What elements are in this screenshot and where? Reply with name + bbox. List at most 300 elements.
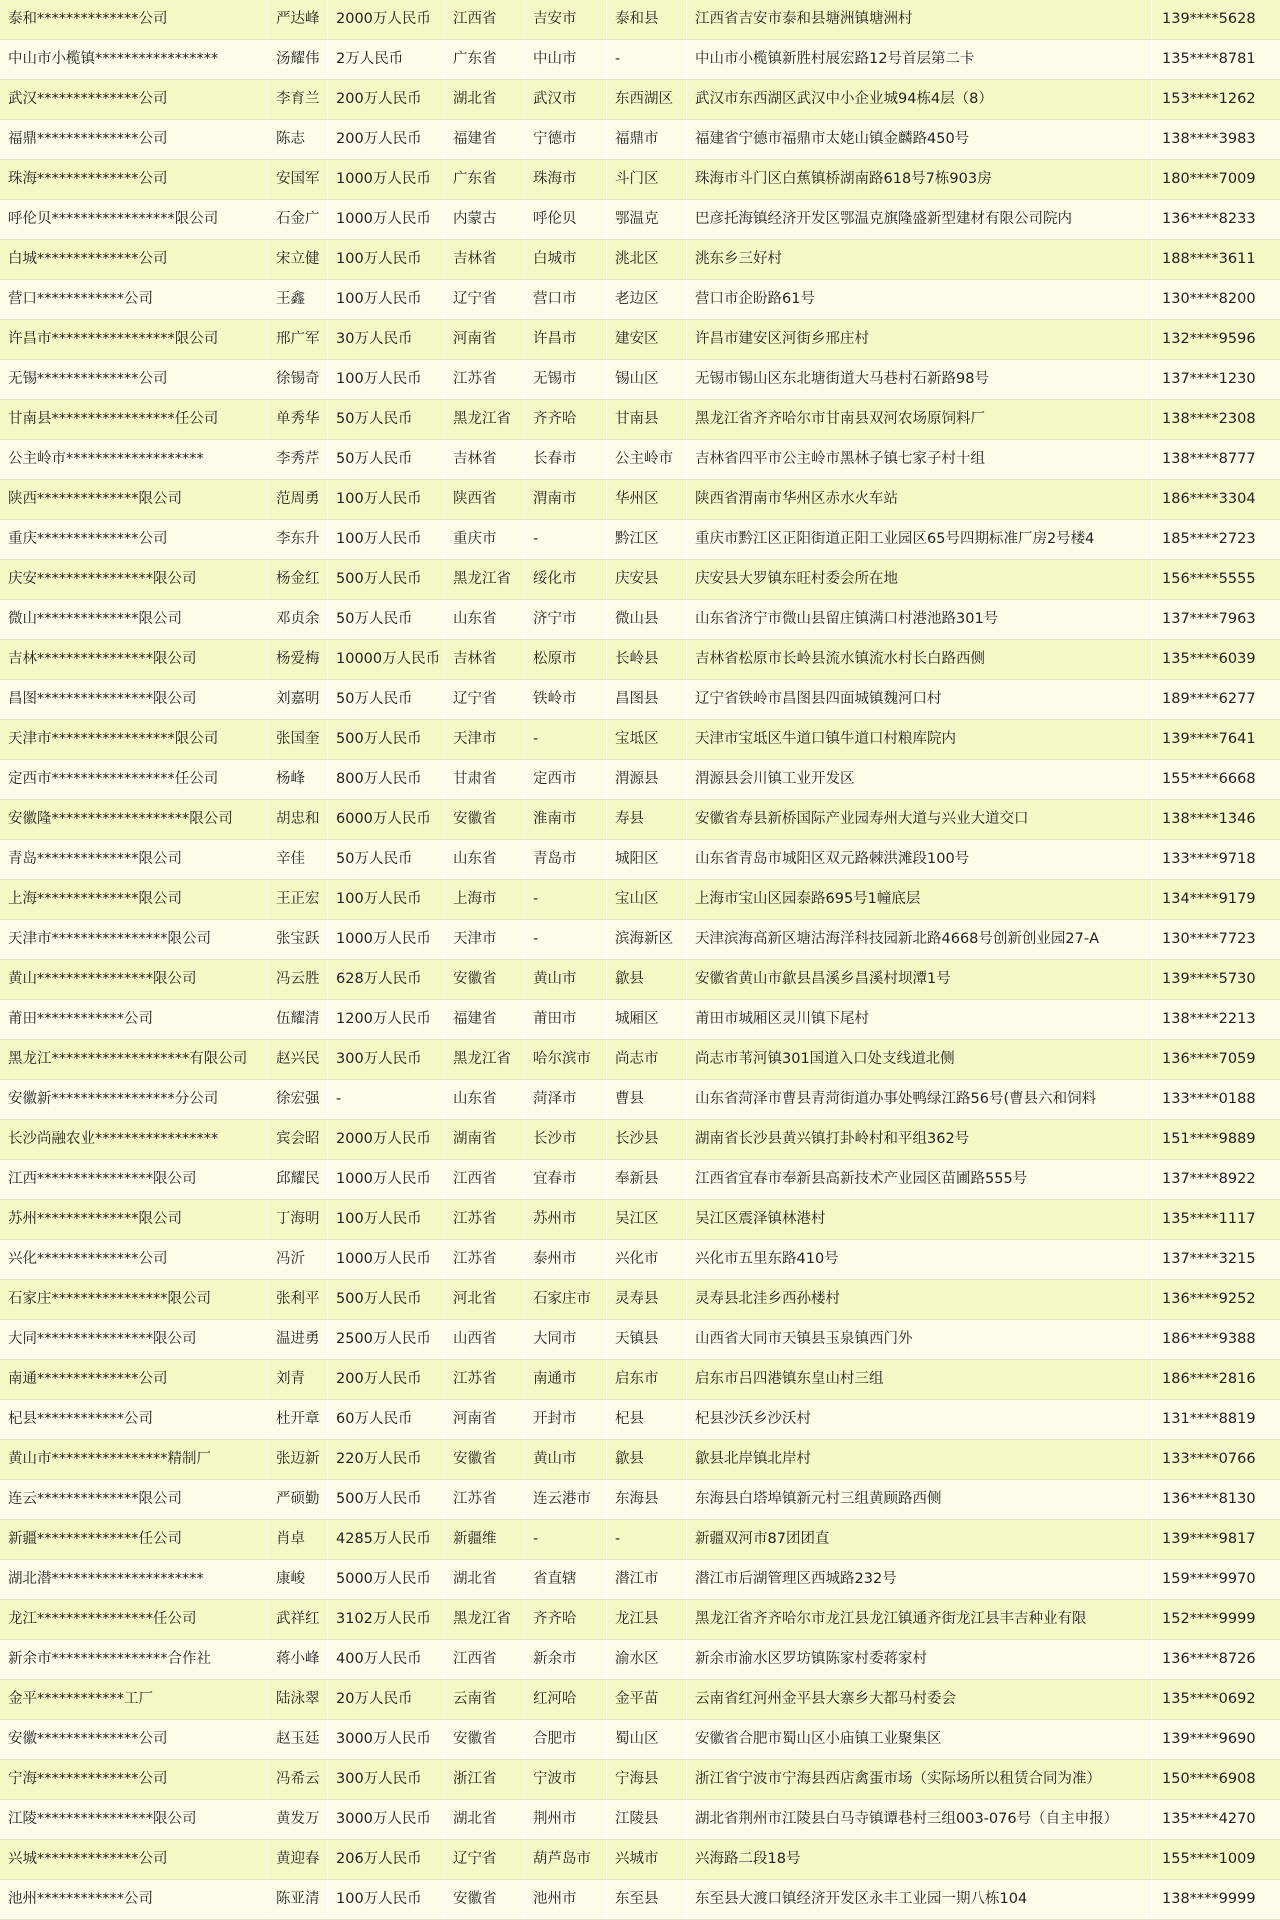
city-cell: 珠海市 xyxy=(525,160,607,199)
table-row xyxy=(0,760,1280,800)
table-row xyxy=(0,1840,1280,1880)
table-row xyxy=(0,0,1280,40)
city-cell: - xyxy=(525,520,607,559)
legal-person-cell: 冯希云 xyxy=(268,1760,328,1799)
province-cell: 江苏省 xyxy=(445,360,525,399)
address-cell: 新疆双河市87团团直 xyxy=(687,1520,1152,1559)
district-cell: 华州区 xyxy=(607,480,687,519)
address-cell: 山东省菏泽市曹县青菏街道办事处鸭绿江路56号(曹县六和饲料 xyxy=(687,1080,1152,1119)
district-cell: 歙县 xyxy=(607,1440,687,1479)
company-name-cell: 定西市*****************任公司 xyxy=(0,760,268,799)
table-row xyxy=(0,1440,1280,1480)
company-name-cell: 甘南县*****************任公司 xyxy=(0,400,268,439)
city-cell: 池州市 xyxy=(525,1880,607,1919)
phone-cell: 150****6908 xyxy=(1162,1771,1256,1787)
legal-person-cell: 蒋小峰 xyxy=(268,1640,328,1679)
registered-capital-cell: 800万人民币 xyxy=(328,760,445,799)
company-name-cell: 无锡**************公司 xyxy=(0,360,268,399)
province-cell: 黑龙江省 xyxy=(445,400,525,439)
legal-person-cell: 康峻 xyxy=(268,1560,328,1599)
table-row xyxy=(0,480,1280,520)
table-row xyxy=(0,1200,1280,1240)
phone-cell: 130****8200 xyxy=(1162,291,1256,307)
province-cell: 安徽省 xyxy=(445,1440,525,1479)
company-name-cell: 苏州**************限公司 xyxy=(0,1200,268,1239)
province-cell: 湖北省 xyxy=(445,1560,525,1599)
phone-cell: 138****3983 xyxy=(1162,131,1256,147)
legal-person-cell: 邱耀民 xyxy=(268,1160,328,1199)
phone-cell: 132****9596 xyxy=(1162,331,1256,347)
company-name-cell: 新疆**************任公司 xyxy=(0,1520,268,1559)
province-cell: 吉林省 xyxy=(445,440,525,479)
province-cell: 黑龙江省 xyxy=(445,1040,525,1079)
address-cell: 兴化市五里东路410号 xyxy=(687,1240,1152,1279)
company-name-cell: 安徽隆*******************限公司 xyxy=(0,800,268,839)
registered-capital-cell: 200万人民币 xyxy=(328,120,445,159)
province-cell: 湖北省 xyxy=(445,1800,525,1839)
province-cell: 山东省 xyxy=(445,1080,525,1119)
city-cell: 绥化市 xyxy=(525,560,607,599)
city-cell: 无锡市 xyxy=(525,360,607,399)
province-cell: 黑龙江省 xyxy=(445,1600,525,1639)
address-cell: 福建省宁德市福鼎市太姥山镇金麟路450号 xyxy=(687,120,1152,159)
phone-cell: 155****6668 xyxy=(1162,771,1256,787)
table-row xyxy=(0,520,1280,560)
district-cell: 福鼎市 xyxy=(607,120,687,159)
city-cell: - xyxy=(525,720,607,759)
district-cell: 灵寿县 xyxy=(607,1280,687,1319)
table-row xyxy=(0,1240,1280,1280)
address-cell: 重庆市黔江区正阳街道正阳工业园区65号四期标准厂房2号楼4 xyxy=(687,520,1152,559)
legal-person-cell: 赵兴民 xyxy=(268,1040,328,1079)
province-cell: 山东省 xyxy=(445,840,525,879)
province-cell: 辽宁省 xyxy=(445,280,525,319)
legal-person-cell: 陈亚清 xyxy=(268,1880,328,1919)
address-cell: 安徽省寿县新桥国际产业园寿州大道与兴业大道交口 xyxy=(687,800,1152,839)
phone-cell: 137****8922 xyxy=(1162,1171,1256,1187)
registered-capital-cell: 1000万人民币 xyxy=(328,160,445,199)
registered-capital-cell: 3000万人民币 xyxy=(328,1720,445,1759)
address-cell: 上海市宝山区园泰路695号1幢底层 xyxy=(687,880,1152,919)
company-name-cell: 石家庄****************限公司 xyxy=(0,1280,268,1319)
province-cell: 天津市 xyxy=(445,920,525,959)
city-cell: 葫芦岛市 xyxy=(525,1840,607,1879)
company-name-cell: 上海**************限公司 xyxy=(0,880,268,919)
phone-cell: 139****5730 xyxy=(1162,971,1256,987)
registered-capital-cell: 100万人民币 xyxy=(328,480,445,519)
district-cell: - xyxy=(607,1520,687,1559)
address-cell: 吴江区震泽镇林港村 xyxy=(687,1200,1152,1239)
registered-capital-cell: 628万人民币 xyxy=(328,960,445,999)
table-row xyxy=(0,920,1280,960)
company-name-cell: 武汉**************公司 xyxy=(0,80,268,119)
registered-capital-cell: 50万人民币 xyxy=(328,600,445,639)
registered-capital-cell: 200万人民币 xyxy=(328,80,445,119)
registered-capital-cell: 1000万人民币 xyxy=(328,1240,445,1279)
registered-capital-cell: 50万人民币 xyxy=(328,400,445,439)
registered-capital-cell: 500万人民币 xyxy=(328,560,445,599)
city-cell: 省直辖 xyxy=(525,1560,607,1599)
company-name-cell: 龙江****************任公司 xyxy=(0,1600,268,1639)
table-row xyxy=(0,600,1280,640)
province-cell: 新疆维 xyxy=(445,1520,525,1559)
province-cell: 江西省 xyxy=(445,1640,525,1679)
table-row xyxy=(0,1720,1280,1760)
table-row xyxy=(0,1640,1280,1680)
phone-cell: 135****6039 xyxy=(1162,651,1256,667)
address-cell: 无锡市锡山区东北塘街道大马巷村石新路98号 xyxy=(687,360,1152,399)
phone-cell: 136****8233 xyxy=(1162,211,1256,227)
address-cell: 许昌市建安区河街乡邢庄村 xyxy=(687,320,1152,359)
registered-capital-cell: 206万人民币 xyxy=(328,1840,445,1879)
phone-cell: 139****5628 xyxy=(1162,11,1256,27)
registered-capital-cell: 2500万人民币 xyxy=(328,1320,445,1359)
legal-person-cell: 汤耀伟 xyxy=(268,40,328,79)
province-cell: 河南省 xyxy=(445,1400,525,1439)
phone-cell: 139****9817 xyxy=(1162,1531,1256,1547)
company-name-cell: 安徽新*****************分公司 xyxy=(0,1080,268,1119)
table-row xyxy=(0,400,1280,440)
district-cell: 锡山区 xyxy=(607,360,687,399)
city-cell: 南通市 xyxy=(525,1360,607,1399)
company-name-cell: 青岛**************限公司 xyxy=(0,840,268,879)
province-cell: 上海市 xyxy=(445,880,525,919)
company-name-cell: 池州************公司 xyxy=(0,1880,268,1919)
district-cell: 鄂温克 xyxy=(607,200,687,239)
city-cell: 哈尔滨市 xyxy=(525,1040,607,1079)
company-name-cell: 杞县************公司 xyxy=(0,1400,268,1439)
phone-cell: 136****8726 xyxy=(1162,1651,1256,1667)
province-cell: 吉林省 xyxy=(445,240,525,279)
phone-cell: 153****1262 xyxy=(1162,91,1256,107)
legal-person-cell: 单秀华 xyxy=(268,400,328,439)
phone-cell: 138****2308 xyxy=(1162,411,1256,427)
district-cell: 歙县 xyxy=(607,960,687,999)
legal-person-cell: 宋立健 xyxy=(268,240,328,279)
legal-person-cell: 宾会昭 xyxy=(268,1120,328,1159)
legal-person-cell: 赵玉廷 xyxy=(268,1720,328,1759)
address-cell: 湖南省长沙县黄兴镇打卦岭村和平组362号 xyxy=(687,1120,1152,1159)
table-row xyxy=(0,1360,1280,1400)
phone-cell: 156****5555 xyxy=(1162,571,1256,587)
address-cell: 山东省济宁市微山县留庄镇满口村港池路301号 xyxy=(687,600,1152,639)
legal-person-cell: 冯云胜 xyxy=(268,960,328,999)
registered-capital-cell: 300万人民币 xyxy=(328,1760,445,1799)
company-name-cell: 重庆**************公司 xyxy=(0,520,268,559)
table-row xyxy=(0,1280,1280,1320)
address-cell: 启东市吕四港镇东皇山村三组 xyxy=(687,1360,1152,1399)
legal-person-cell: 武祥红 xyxy=(268,1600,328,1639)
address-cell: 吉林省松原市长岭县流水镇流水村长白路西侧 xyxy=(687,640,1152,679)
province-cell: 江苏省 xyxy=(445,1480,525,1519)
city-cell: 吉安市 xyxy=(525,0,607,39)
address-cell: 东海县白塔埠镇新元村三组黄顾路西侧 xyxy=(687,1480,1152,1519)
address-cell: 渭源县会川镇工业开发区 xyxy=(687,760,1152,799)
table-row xyxy=(0,840,1280,880)
city-cell: 渭南市 xyxy=(525,480,607,519)
legal-person-cell: 陆泳翠 xyxy=(268,1680,328,1719)
district-cell: 尚志市 xyxy=(607,1040,687,1079)
city-cell: 营口市 xyxy=(525,280,607,319)
table-row xyxy=(0,1480,1280,1520)
registered-capital-cell: 10000万人民币 xyxy=(328,640,445,679)
phone-cell: 133****0766 xyxy=(1162,1451,1256,1467)
legal-person-cell: 胡忠和 xyxy=(268,800,328,839)
district-cell: 杞县 xyxy=(607,1400,687,1439)
table-row xyxy=(0,1880,1280,1920)
legal-person-cell: 刘青 xyxy=(268,1360,328,1399)
table-row xyxy=(0,720,1280,760)
address-cell: 云南省红河州金平县大寨乡大都马村委会 xyxy=(687,1680,1152,1719)
district-cell: 启东市 xyxy=(607,1360,687,1399)
company-name-cell: 天津市*****************限公司 xyxy=(0,720,268,759)
legal-person-cell: 李秀芹 xyxy=(268,440,328,479)
legal-person-cell: 伍耀清 xyxy=(268,1000,328,1039)
city-cell: 长春市 xyxy=(525,440,607,479)
registered-capital-cell: 300万人民币 xyxy=(328,1040,445,1079)
registered-capital-cell: 400万人民币 xyxy=(328,1640,445,1679)
district-cell: 东西湖区 xyxy=(607,80,687,119)
city-cell: 定西市 xyxy=(525,760,607,799)
province-cell: 安徽省 xyxy=(445,1720,525,1759)
table-row xyxy=(0,680,1280,720)
legal-person-cell: 张利平 xyxy=(268,1280,328,1319)
district-cell: 微山县 xyxy=(607,600,687,639)
company-name-cell: 黑龙江*******************有限公司 xyxy=(0,1040,268,1079)
district-cell: 宁海县 xyxy=(607,1760,687,1799)
district-cell: 天镇县 xyxy=(607,1320,687,1359)
legal-person-cell: 范周勇 xyxy=(268,480,328,519)
district-cell: 奉新县 xyxy=(607,1160,687,1199)
district-cell: - xyxy=(607,40,687,79)
address-cell: 黑龙江省齐齐哈尔市甘南县双河农场原饲料厂 xyxy=(687,400,1152,439)
table-row xyxy=(0,1800,1280,1840)
phone-cell: 152****9999 xyxy=(1162,1611,1256,1627)
table-row xyxy=(0,120,1280,160)
city-cell: 苏州市 xyxy=(525,1200,607,1239)
district-cell: 潜江市 xyxy=(607,1560,687,1599)
table-row xyxy=(0,1760,1280,1800)
legal-person-cell: 安国军 xyxy=(268,160,328,199)
company-name-cell: 陕西**************限公司 xyxy=(0,480,268,519)
province-cell: 江苏省 xyxy=(445,1200,525,1239)
province-cell: 山东省 xyxy=(445,600,525,639)
phone-cell: 133****9718 xyxy=(1162,851,1256,867)
company-name-cell: 宁海**************公司 xyxy=(0,1760,268,1799)
address-cell: 山东省青岛市城阳区双元路棘洪滩段100号 xyxy=(687,840,1152,879)
legal-person-cell: 黄迎春 xyxy=(268,1840,328,1879)
registered-capital-cell: - xyxy=(328,1080,445,1119)
legal-person-cell: 严达峰 xyxy=(268,0,328,39)
province-cell: 安徽省 xyxy=(445,960,525,999)
address-cell: 江西省吉安市泰和县塘洲镇塘洲村 xyxy=(687,0,1152,39)
address-cell: 辽宁省铁岭市昌图县四面城镇魏河口村 xyxy=(687,680,1152,719)
legal-person-cell: 王鑫 xyxy=(268,280,328,319)
legal-person-cell: 徐宏强 xyxy=(268,1080,328,1119)
district-cell: 长沙县 xyxy=(607,1120,687,1159)
legal-person-cell: 邓贞余 xyxy=(268,600,328,639)
district-cell: 长岭县 xyxy=(607,640,687,679)
phone-cell: 133****0188 xyxy=(1162,1091,1256,1107)
phone-cell: 180****7009 xyxy=(1162,171,1256,187)
address-cell: 歙县北岸镇北岸村 xyxy=(687,1440,1152,1479)
district-cell: 公主岭市 xyxy=(607,440,687,479)
table-row xyxy=(0,1560,1280,1600)
registered-capital-cell: 50万人民币 xyxy=(328,840,445,879)
legal-person-cell: 肖卓 xyxy=(268,1520,328,1559)
table-row xyxy=(0,1520,1280,1560)
district-cell: 建安区 xyxy=(607,320,687,359)
province-cell: 浙江省 xyxy=(445,1760,525,1799)
company-name-cell: 许昌市*****************限公司 xyxy=(0,320,268,359)
province-cell: 重庆市 xyxy=(445,520,525,559)
phone-cell: 135****0692 xyxy=(1162,1691,1256,1707)
phone-cell: 188****3611 xyxy=(1162,251,1256,267)
phone-cell: 135****8781 xyxy=(1162,51,1256,67)
legal-person-cell: 张迈新 xyxy=(268,1440,328,1479)
city-cell: 合肥市 xyxy=(525,1720,607,1759)
registered-capital-cell: 2000万人民币 xyxy=(328,0,445,39)
phone-cell: 159****9970 xyxy=(1162,1571,1256,1587)
city-cell: 黄山市 xyxy=(525,960,607,999)
registered-capital-cell: 100万人民币 xyxy=(328,1200,445,1239)
province-cell: 河南省 xyxy=(445,320,525,359)
city-cell: - xyxy=(525,880,607,919)
phone-cell: 135****1117 xyxy=(1162,1211,1256,1227)
city-cell: 泰州市 xyxy=(525,1240,607,1279)
city-cell: 齐齐哈 xyxy=(525,1600,607,1639)
province-cell: 福建省 xyxy=(445,120,525,159)
registered-capital-cell: 100万人民币 xyxy=(328,280,445,319)
company-name-cell: 长沙尚融农业***************** xyxy=(0,1120,268,1159)
province-cell: 安徽省 xyxy=(445,1880,525,1919)
district-cell: 龙江县 xyxy=(607,1600,687,1639)
legal-person-cell: 邢广军 xyxy=(268,320,328,359)
registered-capital-cell: 4285万人民币 xyxy=(328,1520,445,1559)
company-name-cell: 珠海**************公司 xyxy=(0,160,268,199)
company-name-cell: 安徽**************公司 xyxy=(0,1720,268,1759)
city-cell: 荆州市 xyxy=(525,1800,607,1839)
address-cell: 陕西省渭南市华州区赤水火车站 xyxy=(687,480,1152,519)
company-name-cell: 昌图****************限公司 xyxy=(0,680,268,719)
city-cell: 开封市 xyxy=(525,1400,607,1439)
city-cell: 连云港市 xyxy=(525,1480,607,1519)
province-cell: 黑龙江省 xyxy=(445,560,525,599)
phone-cell: 186****3304 xyxy=(1162,491,1256,507)
address-cell: 江西省宜春市奉新县高新技术产业园区苗圃路555号 xyxy=(687,1160,1152,1199)
table-row xyxy=(0,40,1280,80)
phone-cell: 130****7723 xyxy=(1162,931,1256,947)
district-cell: 兴城市 xyxy=(607,1840,687,1879)
province-cell: 江西省 xyxy=(445,0,525,39)
company-name-cell: 吉林****************限公司 xyxy=(0,640,268,679)
district-cell: 金平苗 xyxy=(607,1680,687,1719)
company-name-cell: 兴城**************公司 xyxy=(0,1840,268,1879)
address-cell: 浙江省宁波市宁海县西店禽蛋市场（实际场所以租赁合同为准） xyxy=(687,1760,1152,1799)
address-cell: 东至县大渡口镇经济开发区永丰工业园一期八栋104 xyxy=(687,1880,1152,1919)
phone-cell: 185****2723 xyxy=(1162,531,1256,547)
company-name-cell: 新余市****************合作社 xyxy=(0,1640,268,1679)
company-name-cell: 泰和**************公司 xyxy=(0,0,268,39)
province-cell: 江苏省 xyxy=(445,1360,525,1399)
phone-cell: 136****9252 xyxy=(1162,1291,1256,1307)
province-cell: 天津市 xyxy=(445,720,525,759)
phone-cell: 138****8777 xyxy=(1162,451,1256,467)
phone-cell: 138****2213 xyxy=(1162,1011,1256,1027)
registered-capital-cell: 2000万人民币 xyxy=(328,1120,445,1159)
address-cell: 湖北省荆州市江陵县白马寺镇谭巷村三组003-076号（自主申报） xyxy=(687,1800,1152,1839)
registered-capital-cell: 100万人民币 xyxy=(328,880,445,919)
city-cell: 松原市 xyxy=(525,640,607,679)
city-cell: 长沙市 xyxy=(525,1120,607,1159)
legal-person-cell: 王正宏 xyxy=(268,880,328,919)
address-cell: 新余市渝水区罗坊镇陈家村委蒋家村 xyxy=(687,1640,1152,1679)
registered-capital-cell: 30万人民币 xyxy=(328,320,445,359)
address-cell: 尚志市苇河镇301国道入口处支线道北侧 xyxy=(687,1040,1152,1079)
phone-cell: 134****9179 xyxy=(1162,891,1256,907)
district-cell: 寿县 xyxy=(607,800,687,839)
company-name-cell: 江陵****************限公司 xyxy=(0,1800,268,1839)
district-cell: 洮北区 xyxy=(607,240,687,279)
address-cell: 黑龙江省齐齐哈尔市龙江县龙江镇通齐街龙江县丰吉种业有限 xyxy=(687,1600,1152,1639)
address-cell: 营口市企盼路61号 xyxy=(687,280,1152,319)
phone-cell: 186****9388 xyxy=(1162,1331,1256,1347)
city-cell: 石家庄市 xyxy=(525,1280,607,1319)
province-cell: 辽宁省 xyxy=(445,1840,525,1879)
registered-capital-cell: 1000万人民币 xyxy=(328,920,445,959)
registered-capital-cell: 5000万人民币 xyxy=(328,1560,445,1599)
legal-person-cell: 丁海明 xyxy=(268,1200,328,1239)
legal-person-cell: 杜开章 xyxy=(268,1400,328,1439)
city-cell: 莆田市 xyxy=(525,1000,607,1039)
legal-person-cell: 杨爱梅 xyxy=(268,640,328,679)
company-name-cell: 黄山****************限公司 xyxy=(0,960,268,999)
district-cell: 宝坻区 xyxy=(607,720,687,759)
table-row xyxy=(0,1680,1280,1720)
company-name-cell: 莆田************公司 xyxy=(0,1000,268,1039)
company-name-cell: 兴化**************公司 xyxy=(0,1240,268,1279)
company-name-cell: 营口************公司 xyxy=(0,280,268,319)
legal-person-cell: 李东升 xyxy=(268,520,328,559)
table-row xyxy=(0,1000,1280,1040)
phone-cell: 151****9889 xyxy=(1162,1131,1256,1147)
address-cell: 武汉市东西湖区武汉中小企业城94栋4层（8） xyxy=(687,80,1152,119)
address-cell: 庆安县大罗镇东旺村委会所在地 xyxy=(687,560,1152,599)
company-name-cell: 大同****************限公司 xyxy=(0,1320,268,1359)
district-cell: 曹县 xyxy=(607,1080,687,1119)
district-cell: 蜀山区 xyxy=(607,1720,687,1759)
city-cell: 武汉市 xyxy=(525,80,607,119)
city-cell: 红河哈 xyxy=(525,1680,607,1719)
phone-cell: 186****2816 xyxy=(1162,1371,1256,1387)
province-cell: 湖南省 xyxy=(445,1120,525,1159)
table-row xyxy=(0,440,1280,480)
province-cell: 江苏省 xyxy=(445,1240,525,1279)
address-cell: 潜江市后湖管理区西城路232号 xyxy=(687,1560,1152,1599)
city-cell: 青岛市 xyxy=(525,840,607,879)
district-cell: 渝水区 xyxy=(607,1640,687,1679)
company-name-cell: 湖北潜********************* xyxy=(0,1560,268,1599)
table-row xyxy=(0,200,1280,240)
address-cell: 天津市宝坻区牛道口镇牛道口村粮库院内 xyxy=(687,720,1152,759)
province-cell: 广东省 xyxy=(445,40,525,79)
company-name-cell: 连云**************限公司 xyxy=(0,1480,268,1519)
city-cell: 许昌市 xyxy=(525,320,607,359)
table-row xyxy=(0,960,1280,1000)
registered-capital-cell: 20万人民币 xyxy=(328,1680,445,1719)
registered-capital-cell: 200万人民币 xyxy=(328,1360,445,1399)
city-cell: 齐齐哈 xyxy=(525,400,607,439)
